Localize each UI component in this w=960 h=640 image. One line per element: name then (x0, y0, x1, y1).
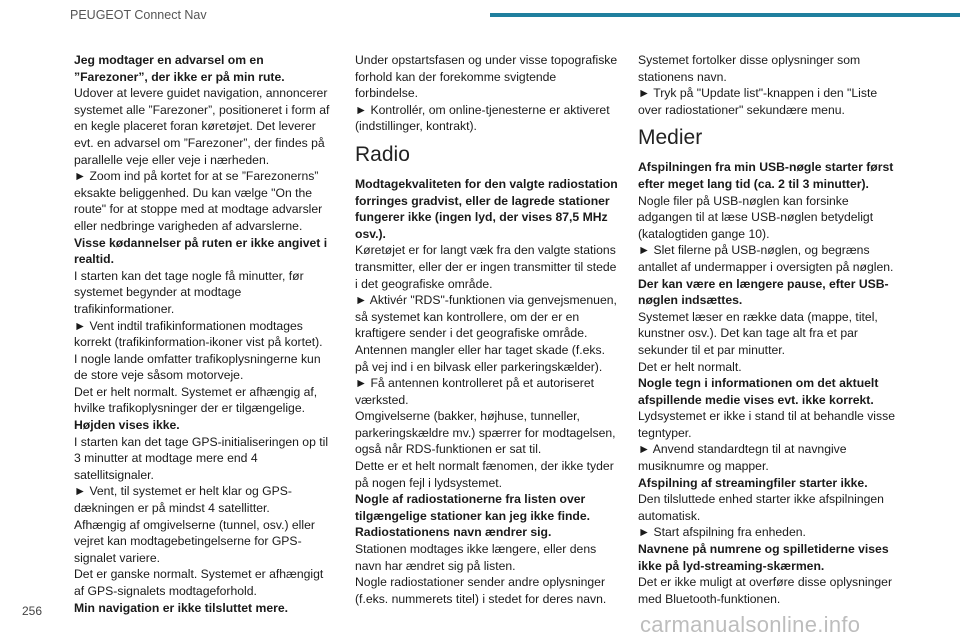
column-right (638, 52, 900, 607)
page-number: 256 (22, 604, 43, 618)
paragraph: ► Slet filerne på USB-nøglen, og begræns antallet af undermapper i oversigten på nøglen. (638, 243, 894, 274)
watermark: carmanualsonline.info (640, 612, 861, 637)
bold-paragraph: Nogle tegn i informationen om det aktuelt afspillende medie vises evt. ikke korrekt. (638, 376, 879, 407)
paragraph: Omgivelserne (bakker, højhuse, tunneller, parkeringskældre mv.) spærrer for modtagelsen, også når RDS-funktionen er sat til. (355, 409, 616, 457)
paragraph: ► Vent indtil trafikinformationen modtages korrekt (trafikinformation-ikoner vist på kortet). (74, 318, 323, 350)
paragraph: Systemet læser en række data (mappe, titel, kunstner osv.). Det kan tage alt fra et par sekunder til et par minutter. (638, 309, 878, 357)
paragraph: Afhængig af omgivelserne (tunnel, osv.) eller vejret kan modtagebetingelserne for GPS-signalet variere. (74, 517, 315, 565)
paragraph: Under opstartsfasen og under visse topografiske forhold kan der forekomme svigtende forbindelse. (355, 53, 618, 101)
media-intro (638, 52, 900, 118)
paragraph: Nogle radiostationer sender andre oplysninger (f.eks. nummerets titel) i stedet for deres navn. (355, 575, 607, 606)
paragraph: Dette er et helt normalt fænomen, der ikke tyder på nogen fejl i lydsystemet. (355, 459, 614, 490)
media-section (638, 159, 900, 607)
bold-paragraph: Afspilningen fra min USB-nøgle starter først efter meget lang tid (ca. 2 til 3 minutter). (638, 160, 894, 191)
media-heading: Medier (638, 126, 703, 150)
paragraph: ► Vent, til systemet er helt klar og GPS-dækningen er på mindst 4 satellitter. (74, 484, 292, 516)
paragraph: Den tilsluttede enhed starter ikke afspilningen automatisk. (638, 492, 884, 523)
bold-paragraph: Jeg modtager en advarsel om en ”Farezoner”, der ikke er på min rute. (74, 53, 285, 84)
paragraph: Køretøjet er for langt væk fra den valgte stations transmitter, eller der er ingen transmitter til stede i det geografiske område. (355, 243, 617, 291)
bold-paragraph: Radiostationens navn ændrer sig. (355, 525, 552, 540)
paragraph: ► Zoom ind på kortet for at se ”Farezonerns” eksakte beliggenhed. Du kan vælge "On the route" for at stoppe med at modtage advarsler eller nedbringe varigheden af advarslerne. (74, 169, 323, 233)
paragraph: Det er ganske normalt. Systemet er afhængigt af GPS-signalets modtageforhold. (74, 567, 324, 598)
paragraph: I starten kan det tage nogle få minutter, før systemet begynder at modtage trafikinformationer. (74, 268, 304, 316)
paragraph: Det er helt normalt. Systemet er afhængig af, hvilke trafikoplysninger der er tilgængelige. (74, 384, 318, 416)
paragraph: ► Anvend standardtegn til at navngive musiknumre og mapper. (638, 442, 847, 474)
paragraph: Det er helt normalt. (638, 359, 742, 374)
bold-paragraph: Nogle af radiostationerne fra listen over tilgængelige stationer kan jeg ikke finde. (355, 492, 591, 523)
paragraph: I nogle lande omfatter trafikoplysningerne kun de store veje såsom motorveje. (74, 351, 321, 383)
paragraph: Udover at levere guidet navigation, annoncerer systemet alle ”Farezoner”, positioneret i form af en kegle placeret foran køretøjet. Det leverer evt. en advarsel om ”Farezoner”, der findes på parallelle veje eller veje i nærheden. (74, 86, 330, 167)
paragraph: Stationen modtages ikke længere, eller dens navn har ændret sig på listen. (355, 542, 597, 573)
paragraph: ► Få antennen kontrolleret på et autoriseret værksted. (355, 376, 595, 407)
radio-heading: Radio (355, 142, 410, 166)
paragraph: Lydsystemet er ikke i stand til at behandle visse tegntyper. (638, 409, 895, 440)
radio-section (355, 176, 621, 607)
bold-paragraph: Modtagekvaliteten for den valgte radiostation forringes gradvist, eller de lagrede stationer fungerer ikke (ingen lyd, der vises 87,5 MHz osv.). (355, 176, 618, 241)
bold-paragraph: Navnene på numrene og spilletiderne vises ikke på lyd-streaming-skærmen. (638, 542, 889, 573)
bold-paragraph: Højden vises ikke. (74, 418, 180, 433)
paragraph: ► Tryk på "Update list"-knappen i den "Liste over radiostationer" sekundære menu. (638, 86, 878, 117)
column-middle (355, 52, 621, 607)
paragraph: ► Kontrollér, om online-tjenesterne er aktiveret (indstillinger, kontrakt). (355, 102, 610, 134)
paragraph: Nogle filer på USB-nøglen kan forsinke adgangen til at læse USB-nøglen betydeligt (katalogtiden gange 10). (638, 193, 874, 241)
bold-paragraph: Der kan være en længere pause, efter USB-nøglen indsættes. (638, 276, 889, 308)
header-title: PEUGEOT Connect Nav (70, 8, 207, 22)
bold-paragraph: Min navigation er ikke tilsluttet mere. (74, 600, 289, 615)
paragraph: ► Aktivér "RDS"-funktionen via genvejsmenuen, så systemet kan kontrollere, om der er en kraftigere sender i det geografiske område. (355, 293, 617, 341)
paragraph: I starten kan det tage GPS-initialiseringen op til 3 minutter at modtage mere end 4 satellitsignaler. (74, 434, 329, 482)
radio-intro (355, 52, 621, 135)
paragraph: Det er ikke muligt at overføre disse oplysninger med Bluetooth-funktionen. (638, 575, 893, 606)
paragraph: Systemet fortolker disse oplysninger som stationens navn. (638, 53, 861, 84)
paragraph: Antennen mangler eller har taget skade (f.eks. på vej ind i en bilvask eller parkeringskælder). (355, 342, 605, 374)
bold-paragraph: Visse kødannelser på ruten er ikke angivet i realtid. (74, 235, 328, 267)
header-accent-bar (490, 13, 960, 17)
column-left (74, 52, 336, 616)
paragraph: ► Start afspilning fra enheden. (638, 525, 806, 540)
bold-paragraph: Afspilning af streamingfiler starter ikke. (638, 475, 868, 490)
